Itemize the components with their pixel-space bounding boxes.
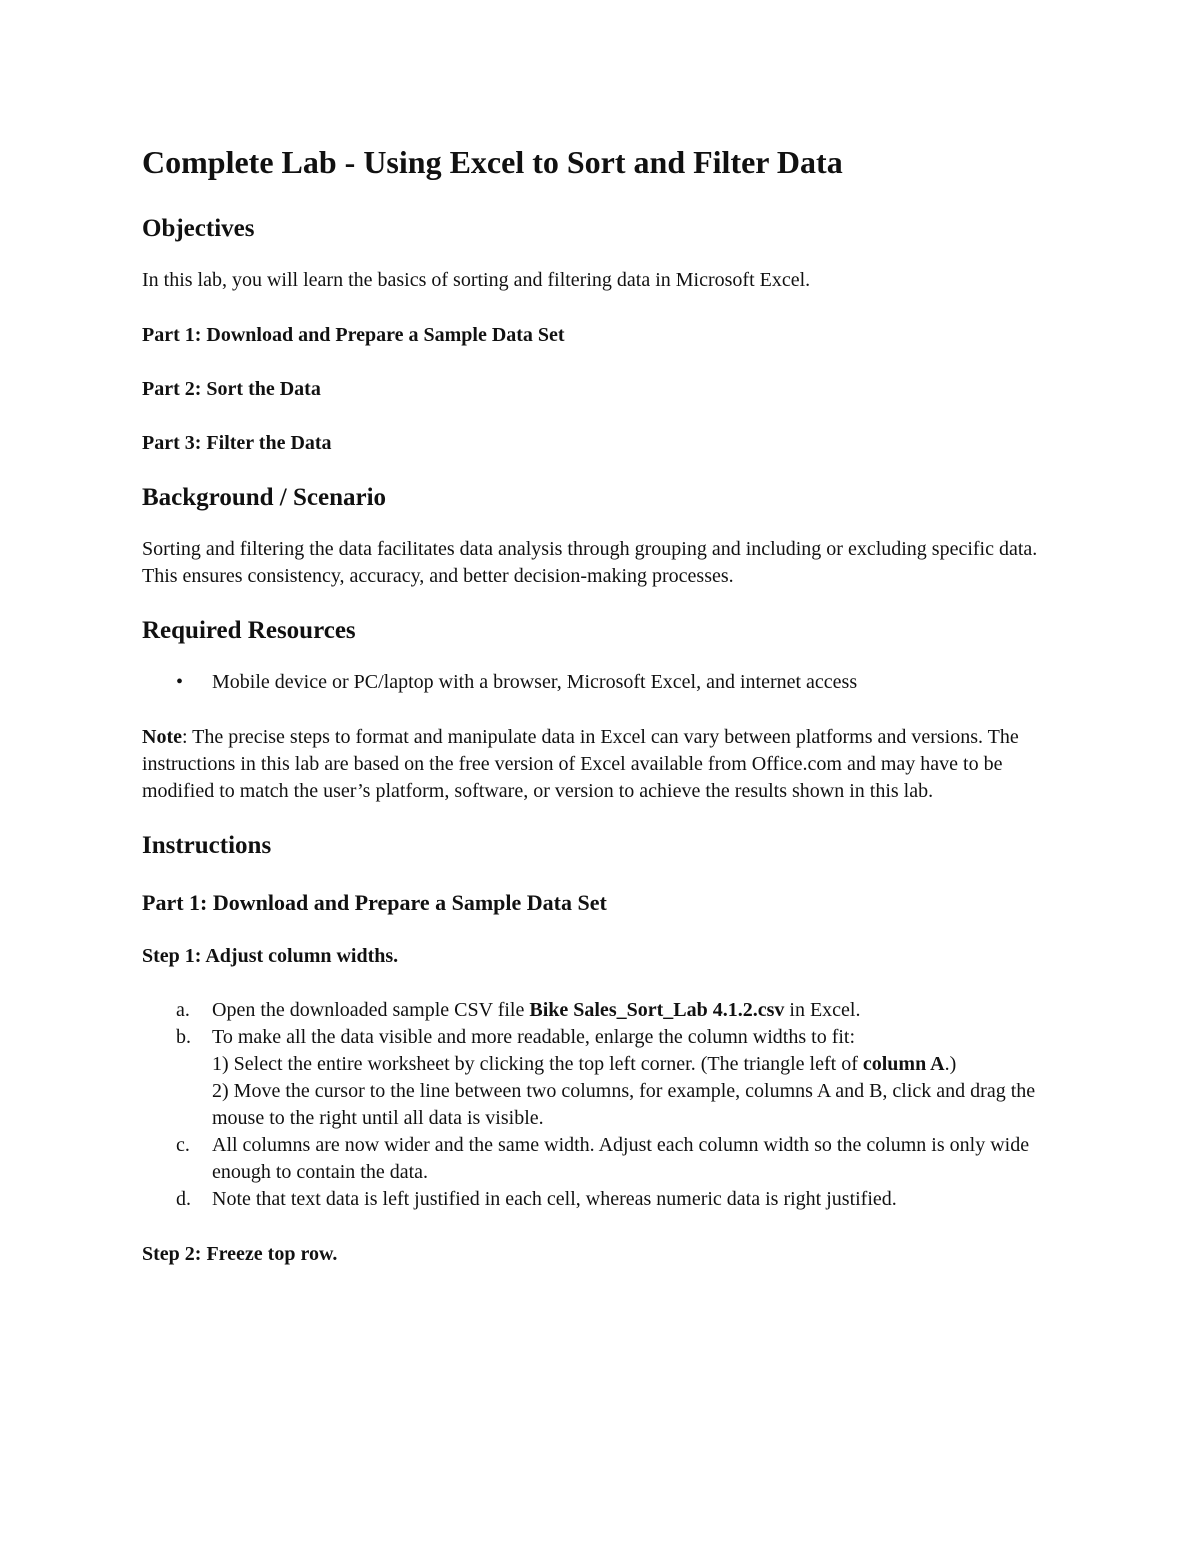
list-item xyxy=(142,1132,1062,1186)
background-heading: Background / Scenario xyxy=(142,484,387,511)
note-label: Note xyxy=(142,726,182,748)
list-marker: a. xyxy=(176,999,190,1021)
step-1-heading: Step 1: Adjust column widths. xyxy=(142,945,399,967)
step-1-list xyxy=(142,997,1062,1213)
step-d-text: Note that text data is left justified in each cell, whereas numeric data is right justified. xyxy=(212,1188,897,1210)
note-text: : The precise steps to format and manipulate data in Excel can vary between platforms and versions. The instructions in this lab are based on the free version of Excel available from Office.com and may have to be modified to match the user’s platform, software, or version to achieve the results shown in this lab. xyxy=(142,726,1019,802)
csv-filename: Bike Sales_Sort_Lab 4.1.2.csv xyxy=(529,999,785,1021)
list-item xyxy=(142,997,1062,1024)
objectives-part-3: Part 3: Filter the Data xyxy=(142,432,332,454)
step-2-heading: Step 2: Freeze top row. xyxy=(142,1243,338,1265)
resources-heading: Required Resources xyxy=(142,617,356,644)
objectives-part-1: Part 1: Download and Prepare a Sample Data Set xyxy=(142,324,565,346)
step-b-line-1: To make all the data visible and more readable, enlarge the column widths to fit: xyxy=(212,1026,856,1048)
step-b-line-3: 2) Move the cursor to the line between two columns, for example, columns A and B, click and drag the mouse to the right until all data is visible. xyxy=(212,1080,1036,1129)
list-marker: b. xyxy=(176,1026,191,1048)
instructions-heading: Instructions xyxy=(142,832,272,859)
document-page xyxy=(142,140,1062,1268)
list-marker: c. xyxy=(176,1134,190,1156)
objectives-heading: Objectives xyxy=(142,215,255,242)
page-title: Complete Lab - Using Excel to Sort and Filter Data xyxy=(142,144,843,180)
bullet-icon: • xyxy=(176,671,184,693)
step-c-text: All columns are now wider and the same width. Adjust each column width so the column is only wide enough to contain the data. xyxy=(212,1134,1030,1183)
column-a-label: column A xyxy=(862,1053,945,1075)
resource-item-text: Mobile device or PC/laptop with a browser, Microsoft Excel, and internet access xyxy=(212,671,858,693)
list-marker: d. xyxy=(176,1188,191,1210)
resources-list xyxy=(142,669,1062,696)
step-a-text: Open the downloaded sample CSV file xyxy=(212,999,530,1021)
list-item xyxy=(142,1186,1062,1213)
step-b-line-2-end: .) xyxy=(944,1053,957,1075)
step-b-line-2 xyxy=(212,1051,1062,1078)
background-text: Sorting and filtering the data facilitates data analysis through grouping and including or excluding specific data. This ensures consistency, accuracy, and better decision-making processes. xyxy=(142,538,1038,587)
part-1-heading: Part 1: Download and Prepare a Sample Data Set xyxy=(142,890,607,915)
note-paragraph xyxy=(142,724,1062,805)
step-b-line-2-text: 1) Select the entire worksheet by clicking the top left corner. (The triangle left of xyxy=(212,1053,863,1075)
list-item xyxy=(142,669,1062,696)
objectives-intro: In this lab, you will learn the basics of sorting and filtering data in Microsoft Excel. xyxy=(142,269,811,291)
step-a-text-end: in Excel. xyxy=(784,999,861,1021)
list-item xyxy=(142,1024,1062,1132)
objectives-part-2: Part 2: Sort the Data xyxy=(142,378,321,400)
